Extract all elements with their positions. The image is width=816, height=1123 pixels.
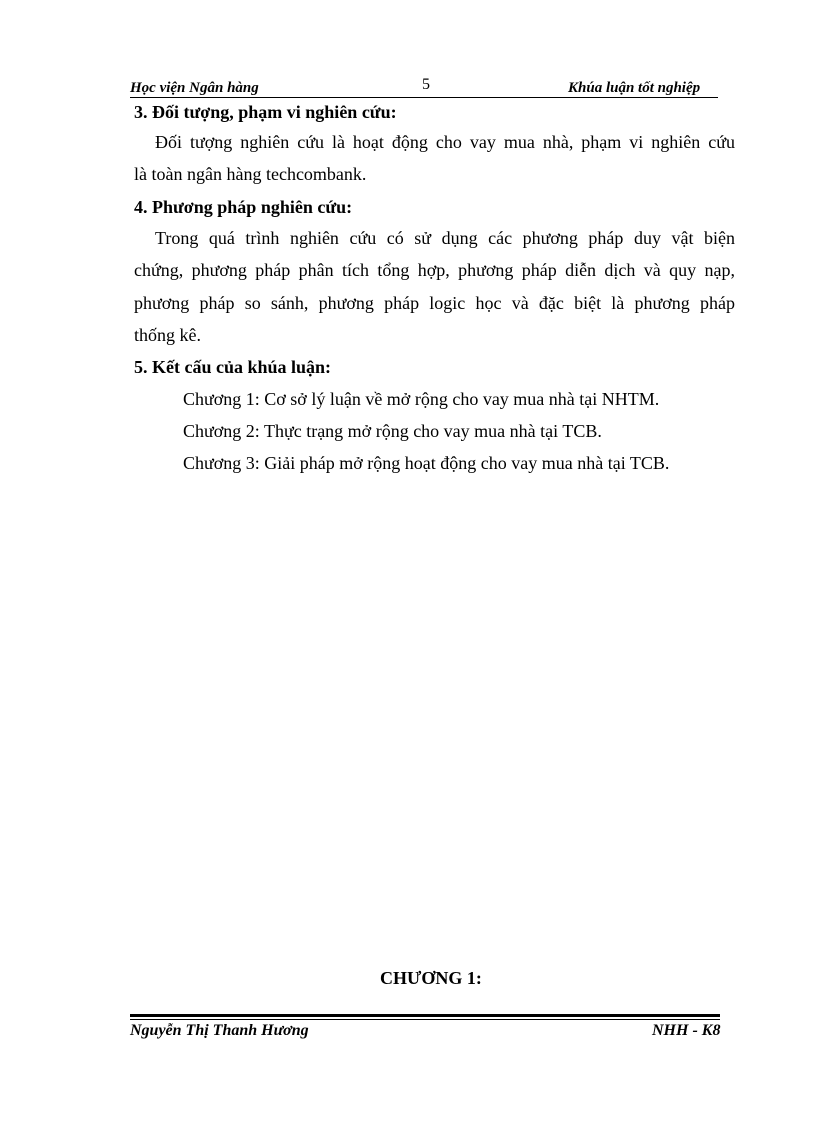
section-4-para-line-4: thống kê.: [134, 325, 201, 345]
section-3-heading: 3. Đối tượng, phạm vi nghiên cứu:: [134, 102, 397, 122]
section-4-para-line-3: phương pháp so sánh, phương pháp logic học và đặc biệt là phương pháp: [134, 293, 735, 313]
section-4-heading: 4. Phương pháp nghiên cứu:: [134, 197, 353, 217]
section-4-para-line-2: chứng, phương pháp phân tích tổng hợp, phương pháp diễn dịch và quy nạp,: [134, 260, 735, 280]
section-3-para-line-2: là toàn ngân hàng techcombank.: [134, 164, 367, 184]
chapter-list-item-1: Chương 1: Cơ sở lý luận về mở rộng cho vay mua nhà tại NHTM.: [183, 389, 660, 409]
chapter-list-item-2: Chương 2: Thực trạng mở rộng cho vay mua nhà tại TCB.: [183, 421, 602, 441]
chapter-list-item-3: Chương 3: Giải pháp mở rộng hoạt động cho vay mua nhà tại TCB.: [183, 453, 670, 473]
chapter-title: CHƯƠNG 1:: [380, 968, 482, 988]
header-institution: Học viện Ngân hàng: [130, 80, 259, 96]
page-number: 5: [422, 76, 430, 93]
footer-rule-thick: [130, 1014, 720, 1017]
header-thesis-label: Khúa luận tốt nghiệp: [568, 80, 701, 96]
footer-rule-thin: [130, 1019, 720, 1020]
section-4-para-line-1: Trong quá trình nghiên cứu có sử dụng các phương pháp duy vật biện: [155, 228, 735, 248]
footer-author: Nguyễn Thị Thanh Hương: [130, 1022, 309, 1039]
section-3-para-line-1: Đối tượng nghiên cứu là hoạt động cho vay mua nhà, phạm vi nghiên cứu: [155, 132, 735, 152]
footer-class-code: NHH - K8: [652, 1022, 721, 1039]
section-5-heading: 5. Kết cấu của khúa luận:: [134, 357, 332, 377]
